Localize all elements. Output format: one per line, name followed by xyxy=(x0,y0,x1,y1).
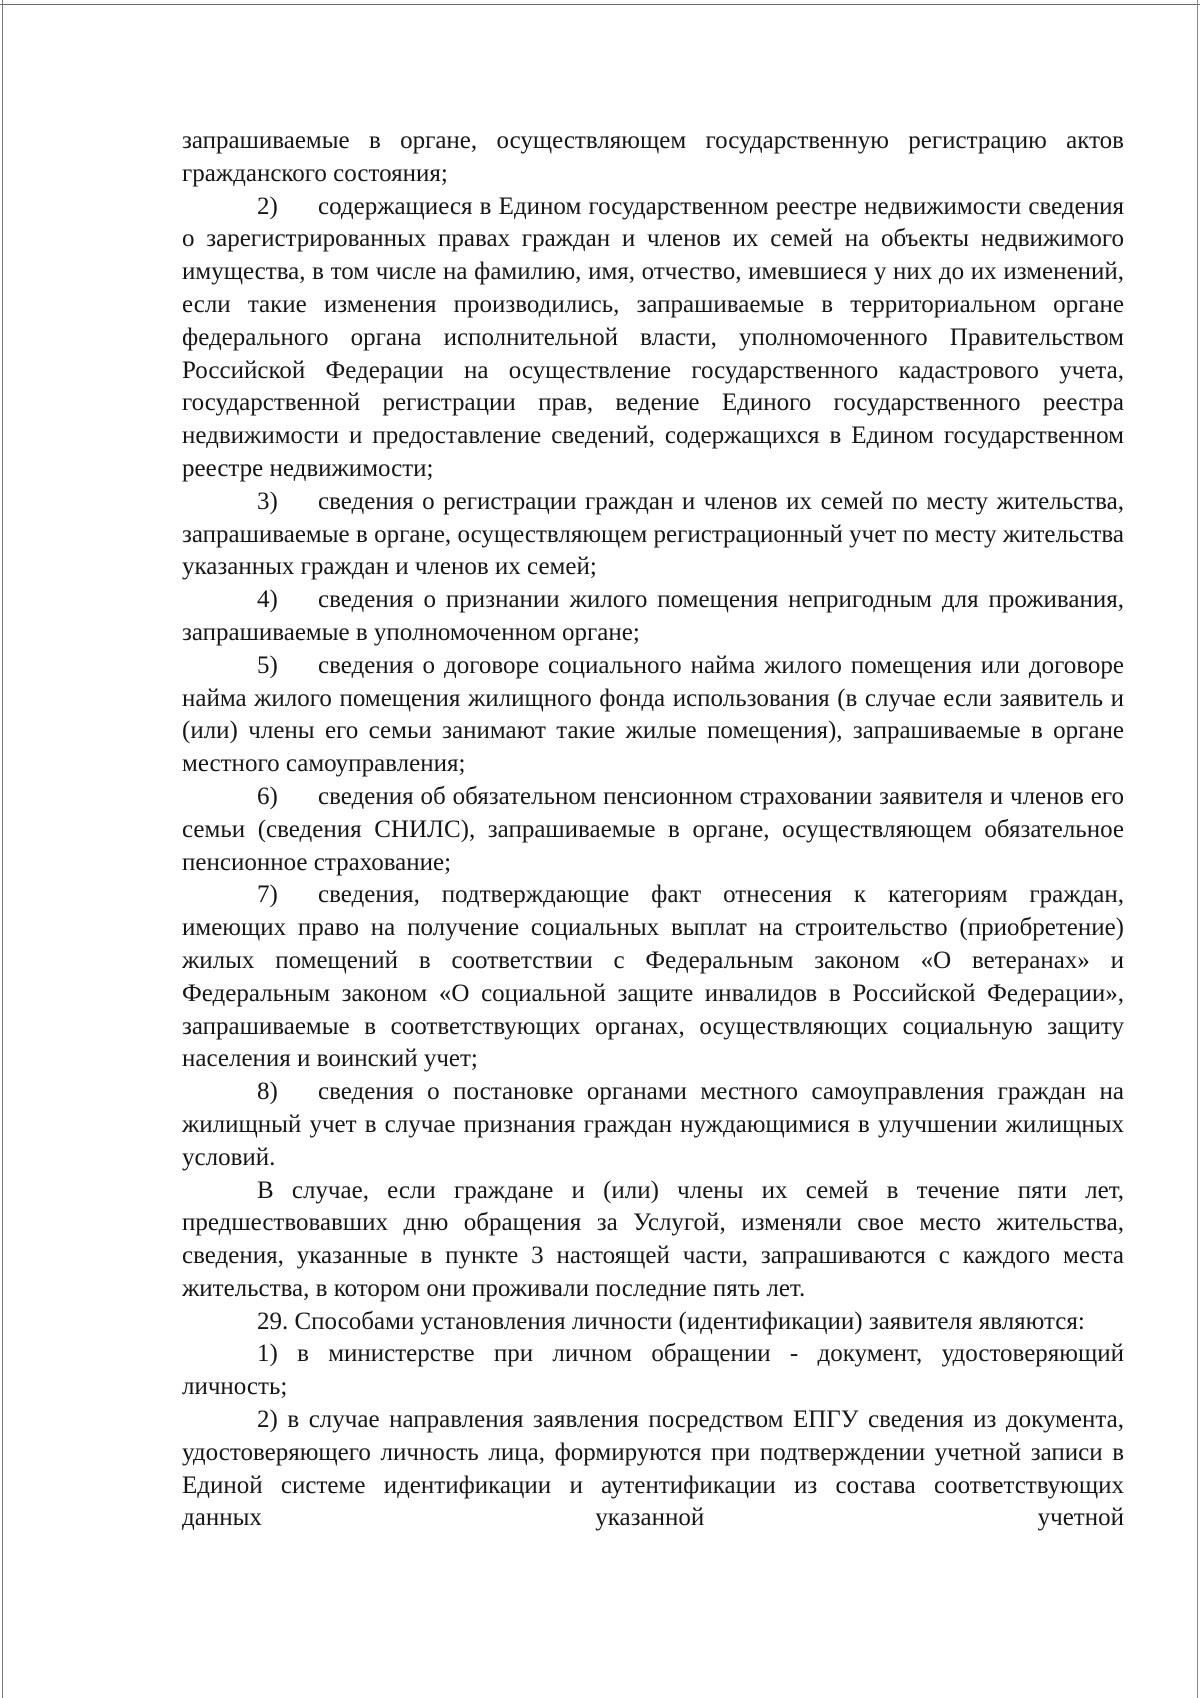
list-item-3 xyxy=(182,486,1124,584)
list-item-7 xyxy=(182,879,1124,1076)
paragraph-text: содержащиеся в Едином государственном реестре недвижимости сведения о зарегистрированных правах граждан и членов их семей на объекты недвижимого имущества, в том числе на фамилию, имя, отчество, имевшиеся у них до их изменений, если такие изменения производились, запрашиваемые в территориальном органе федерального органа исполнительной власти, уполномоченного Правительством Российской Федерации на осуществление государственного кадастрового учета, государственной регистрации прав, ведение Единого государственного реестра недвижимости и предоставление сведений, содержащихся в Едином государственном реестре недвижимости; xyxy=(182,192,1124,482)
list-number: 3) xyxy=(257,487,278,515)
paragraph-text: сведения, подтверждающие факт отнесения к категориям граждан, имеющих право на получение социальных выплат на строительство (приобретение) жилых помещений в соответствии с Федеральным законом «О ветеранах» и Федеральным законом «О социальной защите инвалидов в Российской Федерации», запрашиваемые в соответствующих органах, осуществляющих социальную защиту населения и воинский учет; xyxy=(182,881,1124,1073)
paragraph-text: 29. Способами установления личности (идентификации) заявителя являются: xyxy=(257,1307,1085,1335)
list-item-8 xyxy=(182,1076,1124,1174)
paragraph-29-item-1 xyxy=(182,1338,1124,1404)
paragraph-continuation xyxy=(182,125,1124,191)
scan-top-edge xyxy=(0,4,1200,5)
paragraph-text: сведения о регистрации граждан и членов их семей по месту жительства, запрашиваемые в органе, осуществляющем регистрационный учет по месту жительства указанных граждан и членов их семей; xyxy=(182,487,1124,581)
list-number: 8) xyxy=(257,1078,278,1106)
list-item-2 xyxy=(182,191,1124,486)
paragraph-residence-note xyxy=(182,1175,1124,1306)
scan-left-edge xyxy=(2,0,3,1698)
paragraph-text: сведения о признании жилого помещения непригодным для проживания, запрашиваемые в уполномоченном органе; xyxy=(182,586,1124,646)
list-item-4 xyxy=(182,584,1124,650)
paragraph-text: 1) в министерстве при личном обращении - документ, удостоверяющий личность; xyxy=(182,1340,1124,1401)
list-number: 7) xyxy=(257,881,278,909)
paragraph-text: сведения о постановке органами местного самоуправления граждан на жилищный учет в случае признания граждан нуждающимися в улучшении жилищных условий. xyxy=(182,1078,1124,1171)
paragraph-text: В случае, если граждане и (или) члены их семей в течение пяти лет, предшествовавших дню обращения за Услугой, изменяли свое место жительства, сведения, указанные в пункте 3 настоящей части, запрашиваются с каждого места жительства, в котором они проживали последние пять лет. xyxy=(182,1176,1124,1302)
list-number: 5) xyxy=(257,651,278,679)
list-item-6 xyxy=(182,781,1124,879)
list-number: 6) xyxy=(257,782,278,810)
paragraph-text: запрашиваемые в органе, осуществляющем государственную регистрацию актов гражданского состояния; xyxy=(182,127,1124,187)
paragraph-29-item-2 xyxy=(182,1404,1124,1535)
list-number: 2) xyxy=(257,192,278,220)
list-item-5 xyxy=(182,650,1124,781)
document-page xyxy=(182,125,1124,1535)
list-number: 4) xyxy=(257,586,278,614)
paragraph-text: сведения об обязательном пенсионном страховании заявителя и членов его семьи (сведения СНИЛС), запрашиваемые в органе, осуществляющем обязательное пенсионное страхование; xyxy=(182,782,1124,876)
paragraph-text: сведения о договоре социального найма жилого помещения или договоре найма жилого помещения жилищного фонда использования (в случае если заявитель и (или) члены его семьи занимают такие жилые помещения), запрашиваемые в органе местного самоуправления; xyxy=(182,651,1124,778)
paragraph-text: 2) в случае направления заявления посредством ЕПГУ сведения из документа, удостоверяющего личность лица, формируются при подтверждении учетной записи в Единой системе идентификации и аутентификации из состава соответствующих данных указанной учетной xyxy=(182,1406,1124,1532)
scan-right-edge xyxy=(1197,0,1198,1698)
paragraph-section-29 xyxy=(182,1306,1124,1339)
